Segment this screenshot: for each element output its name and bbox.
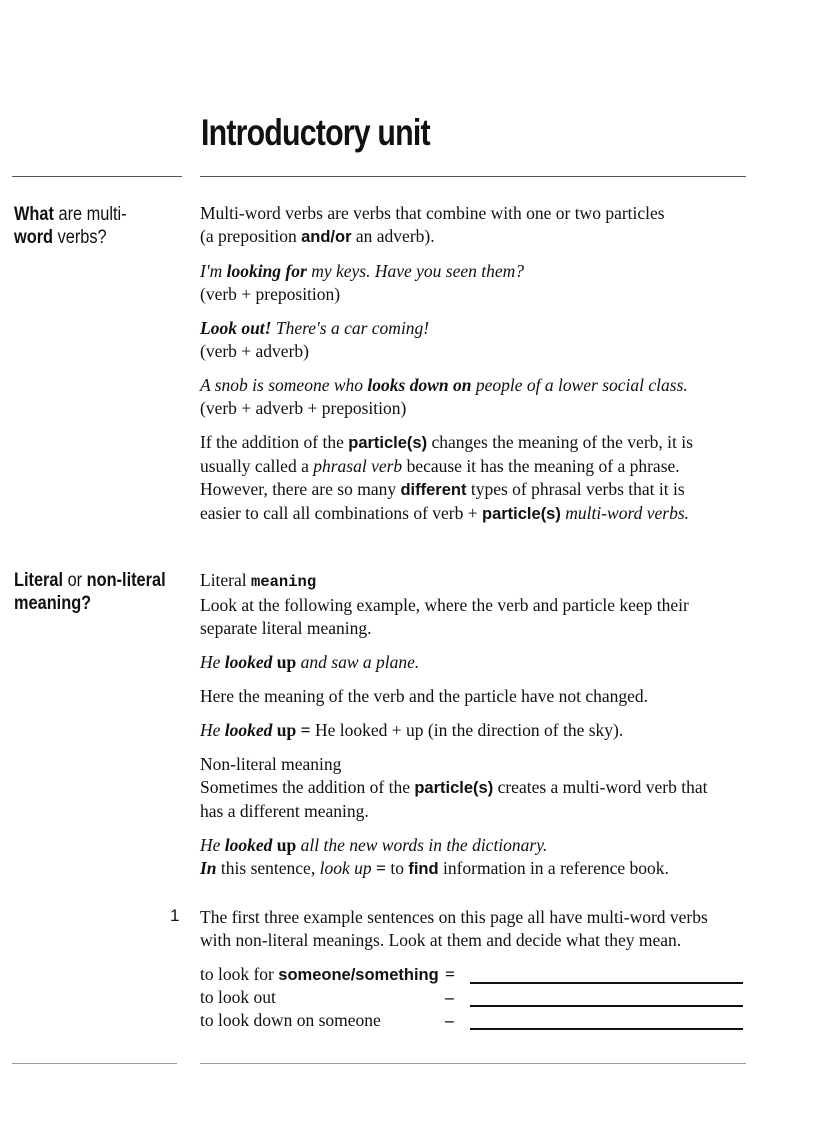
literal-meaning-block: Literal meaning Look at the following example, where the verb and particle keep their separate literal meaning. — [200, 570, 689, 638]
example-looking-for: I'm looking for my keys. Have you seen them? (verb + preposition) — [200, 261, 525, 304]
explanation-paragraph: If the addition of the particle(s) changes the meaning of the verb, it is usually called a phrasal verb because it has the meaning of a phrase. However, there are so many different types of phrasal verbs that it is easier to call all combinations of verb + particle(s) multi-word verbs. — [200, 432, 693, 523]
answer-line-2[interactable] — [470, 1005, 743, 1007]
answer-line-3[interactable] — [470, 1028, 743, 1030]
literal-example: He looked up and saw a plane. — [200, 652, 420, 672]
top-rule-left — [12, 176, 182, 177]
page-title: Introductory unit — [201, 112, 430, 153]
exercise-item-look-for: to look for someone/something = — [200, 963, 745, 986]
non-literal-meaning-block: Non-literal meaning Sometimes the addition of the particle(s) creates a multi-word verb that has a different meaning. — [200, 754, 708, 821]
exercise-block — [200, 906, 745, 1032]
non-literal-example: He looked up all the new words in the dictionary. In this sentence, look up = to find information in a reference book. — [200, 835, 669, 878]
example-looks-down-on: A snob is someone who looks down on people of a lower social class. (verb + adverb + preposition) — [200, 375, 688, 418]
bottom-rule-right — [200, 1063, 746, 1064]
top-rule-right — [200, 176, 746, 177]
section-heading-literal-meaning: Literal or non-literal meaning? — [14, 570, 166, 614]
intro-text: Multi-word verbs are verbs that combine with one or two particles (a preposition and/or an adverb). — [200, 203, 665, 246]
literal-note: Here the meaning of the verb and the particle have not changed. — [200, 686, 649, 706]
example-look-out: Look out! There's a car coming! (verb + adverb) — [200, 318, 430, 361]
exercise-item-look-out: to look out – — [200, 986, 745, 1009]
literal-equation: He looked up = He looked + up (in the direction of the sky). — [200, 720, 624, 740]
section-heading-multi-word-verbs: What are multi- word verbs? — [14, 204, 127, 248]
section-body-literal-meaning — [200, 569, 745, 881]
exercise-item-look-down-on: to look down on someone – — [200, 1009, 745, 1032]
exercise-number: 1 — [170, 906, 180, 925]
exercise-instructions: The first three example sentences on this page all have multi-word verbs with non-literal meanings. Look at them and decide what they mean. — [200, 907, 708, 950]
section-body-multi-word-verbs — [200, 202, 745, 526]
answer-line-1[interactable] — [470, 982, 743, 984]
bottom-rule-left — [12, 1063, 177, 1064]
